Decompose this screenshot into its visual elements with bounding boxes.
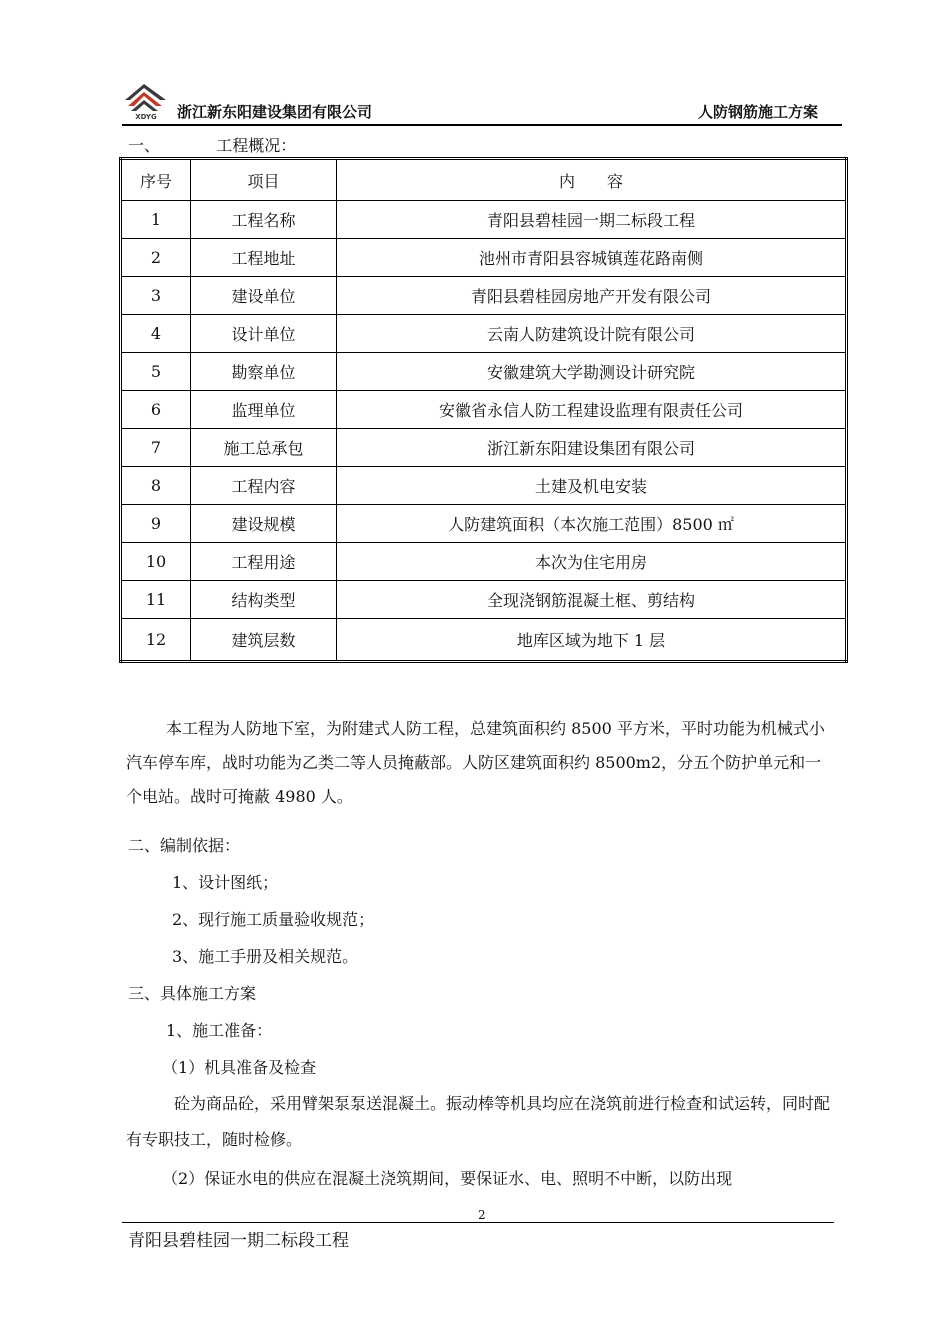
cell-item: 监理单位	[191, 391, 337, 429]
cell-item: 工程用途	[191, 543, 337, 581]
cell-no: 10	[121, 543, 191, 581]
cell-content: 浙江新东阳建设集团有限公司	[337, 429, 847, 467]
table-row	[121, 353, 847, 391]
cell-content: 安徽省永信人防工程建设监理有限责任公司	[337, 391, 847, 429]
prep-heading: 1、施工准备：	[166, 1021, 273, 1040]
cell-item: 结构类型	[191, 581, 337, 619]
cell-item: 工程内容	[191, 467, 337, 505]
cell-item: 工程地址	[191, 239, 337, 277]
header-no: 序号	[121, 159, 191, 201]
intro-text: 本工程为人防地下室，为附建式人防工程，总建筑面积约 8500 平方米，平时功能为机械式小汽车停车库，战时功能为乙类二等人员掩蔽部。人防区建筑面积约 8500m2，分五个防护单元和一个电站。战时可掩蔽 4980 人。	[126, 719, 825, 806]
cell-no: 5	[121, 353, 191, 391]
logo-text: XDYG	[135, 113, 157, 120]
cell-content: 本次为住宅用房	[337, 543, 847, 581]
table-row	[121, 201, 847, 239]
cell-content: 人防建筑面积（本次施工范围）8500 ㎡	[337, 505, 847, 543]
page-number: 2	[478, 1208, 486, 1222]
cell-item: 建设规模	[191, 505, 337, 543]
sub1-paragraph	[126, 1086, 836, 1158]
company-name: 浙江新东阳建设集团有限公司	[177, 103, 373, 121]
cell-no: 8	[121, 467, 191, 505]
cell-item: 勘察单位	[191, 353, 337, 391]
footer-divider	[122, 1222, 834, 1223]
basis-item-2: 2、现行施工质量验收规范；	[172, 910, 375, 929]
header-content: 内 容	[337, 159, 847, 201]
document-title: 人防钢筋施工方案	[697, 103, 818, 121]
basis-item-1: 1、设计图纸；	[172, 873, 279, 892]
table-row	[121, 619, 847, 662]
sub2-text: （2）保证水电的供应在混凝土浇筑期间，要保证水、电、照明不中断，以防出现	[162, 1169, 733, 1188]
section1-title: 工程概况：	[216, 136, 297, 155]
cell-content: 全现浇钢筋混凝土框、剪结构	[337, 581, 847, 619]
cell-no: 3	[121, 277, 191, 315]
cell-content: 池州市青阳县容城镇莲花路南侧	[337, 239, 847, 277]
cell-no: 7	[121, 429, 191, 467]
sub1-text: 砼为商品砼，采用臂架泵泵送混凝土。振动棒等机具均应在浇筑前进行检查和试运转，同时配有专职技工，随时检修。	[126, 1094, 831, 1149]
table-row	[121, 543, 847, 581]
cell-content: 青阳县碧桂园一期二标段工程	[337, 201, 847, 239]
sub1-heading: （1）机具准备及检查	[162, 1058, 317, 1077]
section3-heading: 三、具体施工方案	[128, 984, 257, 1003]
cell-item: 工程名称	[191, 201, 337, 239]
cell-content: 云南人防建筑设计院有限公司	[337, 315, 847, 353]
table-row	[121, 581, 847, 619]
cell-item: 施工总承包	[191, 429, 337, 467]
cell-no: 12	[121, 619, 191, 662]
table-row	[121, 315, 847, 353]
company-logo	[122, 80, 170, 120]
table-row	[121, 467, 847, 505]
cell-content: 青阳县碧桂园房地产开发有限公司	[337, 277, 847, 315]
header-divider	[122, 124, 842, 126]
table-header-row	[121, 159, 847, 201]
overview-table	[119, 157, 848, 663]
cell-no: 9	[121, 505, 191, 543]
table-row	[121, 391, 847, 429]
cell-content: 安徽建筑大学勘测设计研究院	[337, 353, 847, 391]
cell-no: 11	[121, 581, 191, 619]
table-row	[121, 277, 847, 315]
cell-item: 建筑层数	[191, 619, 337, 662]
cell-content: 地库区域为地下 1 层	[337, 619, 847, 662]
cell-content: 土建及机电安装	[337, 467, 847, 505]
cell-no: 1	[121, 201, 191, 239]
cell-item: 设计单位	[191, 315, 337, 353]
table-row	[121, 505, 847, 543]
section2-heading: 二、编制依据：	[128, 836, 241, 855]
cell-no: 4	[121, 315, 191, 353]
table-row	[121, 239, 847, 277]
cell-item: 建设单位	[191, 277, 337, 315]
cell-no: 6	[121, 391, 191, 429]
footer-project: 青阳县碧桂园一期二标段工程	[128, 1231, 349, 1251]
section1-number: 一、	[128, 136, 161, 155]
page-header	[122, 80, 842, 124]
section1-heading	[128, 133, 296, 156]
header-item: 项目	[191, 159, 337, 201]
overview-table-wrapper	[119, 157, 845, 663]
intro-paragraph	[126, 712, 836, 814]
basis-item-3: 3、施工手册及相关规范。	[172, 947, 359, 966]
table-row	[121, 429, 847, 467]
cell-no: 2	[121, 239, 191, 277]
